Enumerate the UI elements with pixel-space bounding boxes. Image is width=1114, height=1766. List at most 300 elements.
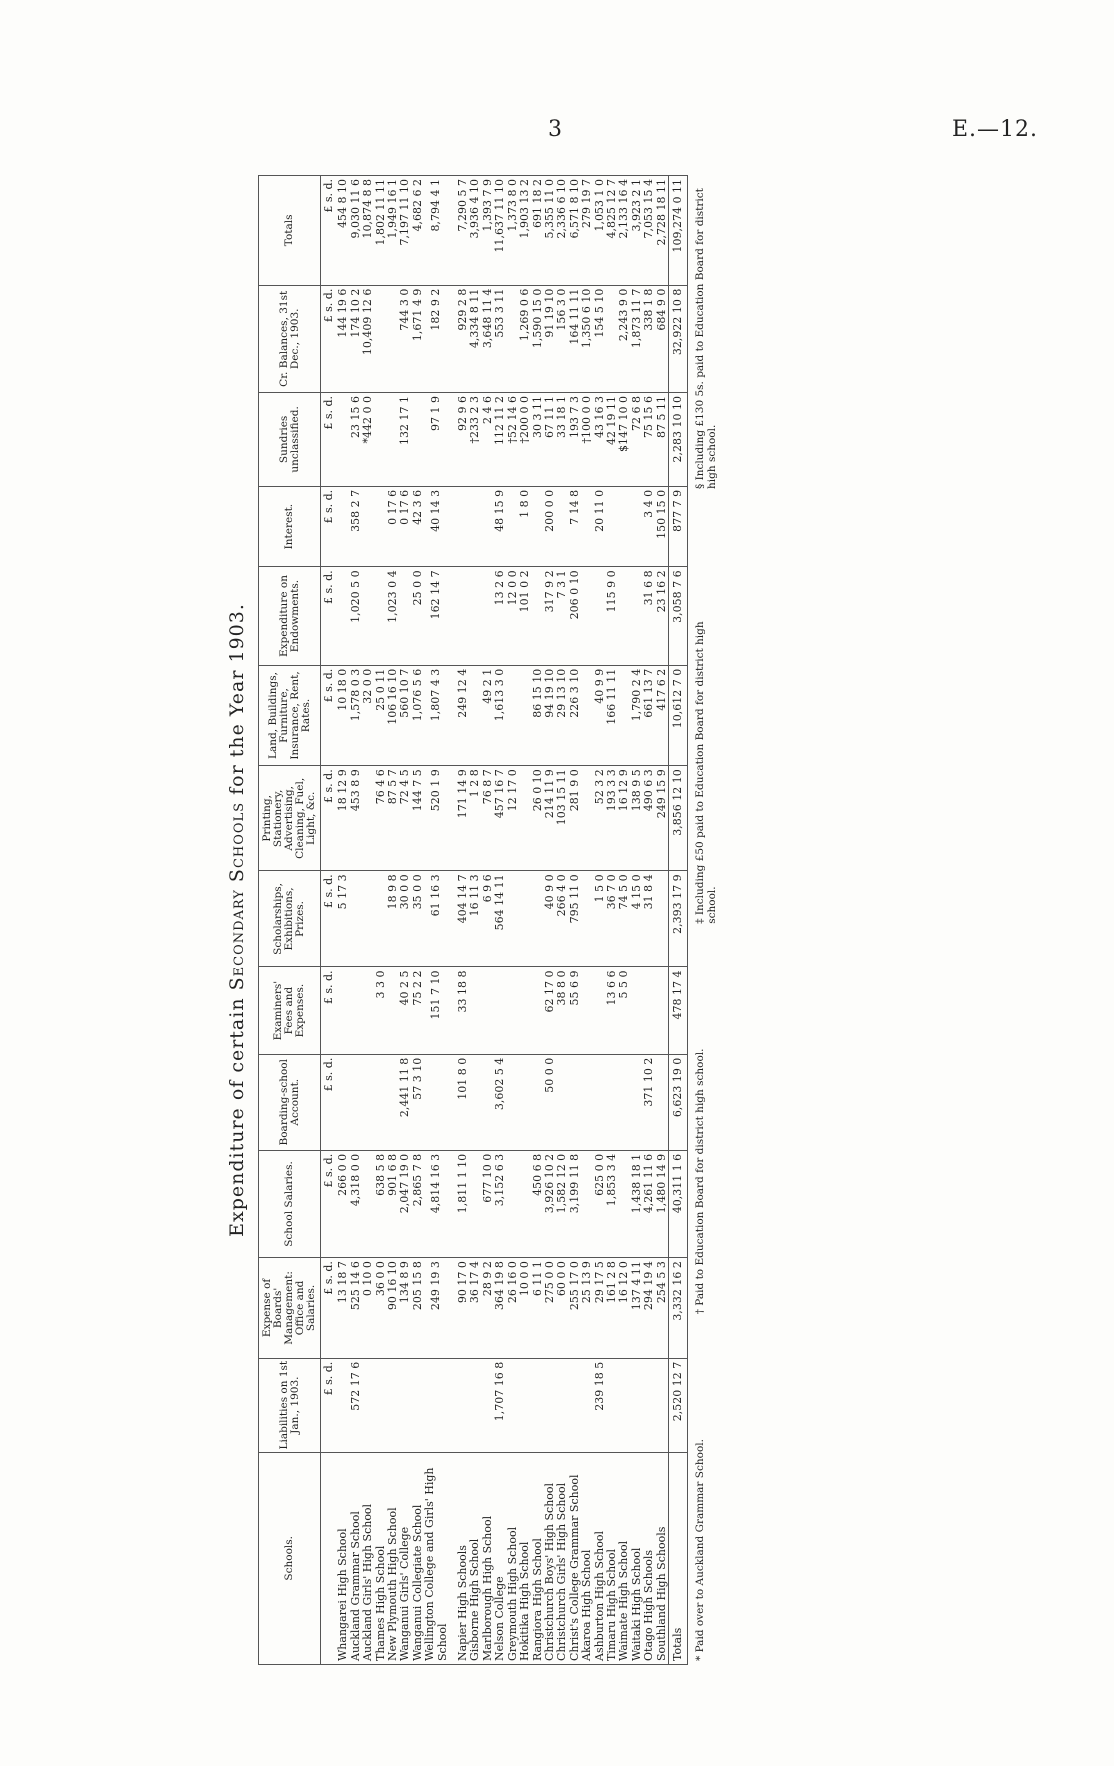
amount-cell: 2,336 6 10	[556, 176, 568, 286]
table-row	[519, 176, 531, 1665]
amount-cell: 101 8 0	[457, 1054, 469, 1150]
amount-cell	[643, 1358, 655, 1452]
amount-cell: 29 17 5	[594, 1258, 606, 1359]
amount-cell	[618, 1358, 630, 1452]
amount-cell: 144 19 6	[337, 285, 349, 392]
column-header: Expenditure on Endowments.	[259, 567, 321, 665]
school-name: Christchurch Girls' High School	[556, 1452, 568, 1664]
spacer-cell	[449, 567, 457, 665]
amount-cell: 40,311 1 6	[668, 1150, 687, 1257]
amount-cell	[482, 967, 494, 1054]
school-name: Otago High Schools	[643, 1452, 655, 1664]
table-row	[556, 176, 568, 1665]
amount-cell: 50 0 0	[544, 1054, 556, 1150]
amount-cell	[507, 1150, 519, 1257]
amount-cell: 52 3 2	[594, 766, 606, 871]
amount-cell: 417 6 2	[656, 665, 669, 766]
amount-cell: 3,856 12 10	[668, 766, 687, 871]
amount-cell: 3,058 7 6	[668, 567, 687, 665]
amount-cell: 31 8 4	[643, 871, 655, 967]
amount-cell: 1,582 12 0	[556, 1150, 568, 1257]
amount-cell: 42 19 11	[606, 392, 618, 486]
school-name: Napier High Schools	[457, 1452, 469, 1664]
amount-cell: 67 11 1	[544, 392, 556, 486]
amount-cell: 275 0 0	[544, 1258, 556, 1359]
amount-cell: 1,590 15 0	[532, 285, 544, 392]
table-title	[222, 175, 252, 1665]
amount-cell	[469, 1358, 481, 1452]
school-name: Christ's College Grammar School	[569, 1452, 581, 1664]
amount-cell: †52 14 6	[507, 392, 519, 486]
school-name: Rangiora High School	[532, 1452, 544, 1664]
amount-cell	[362, 1054, 374, 1150]
amount-cell	[337, 567, 349, 665]
amount-cell: 457 16 7	[494, 766, 506, 871]
amount-cell	[618, 1054, 630, 1150]
unit-label: £ s. d.	[321, 1054, 338, 1150]
amount-cell: 193 7 3	[569, 392, 581, 486]
amount-cell: 1,949 16 1	[387, 176, 399, 286]
amount-cell: 279 19 7	[581, 176, 593, 286]
amount-cell	[618, 1150, 630, 1257]
amount-cell: 638 5 8	[375, 1150, 387, 1257]
amount-cell: 478 17 4	[668, 967, 687, 1054]
amount-cell: 1,350 6 10	[581, 285, 593, 392]
amount-cell: 193 3 3	[606, 766, 618, 871]
amount-cell	[362, 1358, 374, 1452]
amount-cell	[350, 967, 362, 1054]
amount-cell: 94 19 10	[544, 665, 556, 766]
amount-cell	[507, 967, 519, 1054]
amount-cell	[469, 967, 481, 1054]
amount-cell: 3,648 11 4	[482, 285, 494, 392]
amount-cell: 1,480 14 9	[656, 1150, 669, 1257]
totals-label: Totals	[668, 1452, 687, 1664]
amount-cell: 33 18 1	[556, 392, 568, 486]
amount-cell: 450 6 8	[532, 1150, 544, 1257]
amount-cell	[618, 486, 630, 566]
amount-cell: 26 0 10	[532, 766, 544, 871]
amount-cell: 2 4 6	[482, 392, 494, 486]
footnote: † Paid to Education Board for district high school.	[694, 1048, 707, 1315]
amount-cell	[581, 967, 593, 1054]
school-name: Auckland Girls' High School	[362, 1452, 374, 1664]
amount-cell	[412, 392, 424, 486]
amount-cell: 57 3 10	[412, 1054, 424, 1150]
amount-cell	[362, 871, 374, 967]
amount-cell: 92 9 6	[457, 392, 469, 486]
amount-cell	[556, 486, 568, 566]
amount-cell: 454 8 10	[337, 176, 349, 286]
amount-cell	[337, 486, 349, 566]
amount-cell: 1,853 3 4	[606, 1150, 618, 1257]
amount-cell	[581, 1358, 593, 1452]
amount-cell	[375, 285, 387, 392]
amount-cell: 2,283 10 10	[668, 392, 687, 486]
amount-cell: 4,334 8 11	[469, 285, 481, 392]
amount-cell: 6,571 8 10	[569, 176, 581, 286]
amount-cell	[399, 1358, 411, 1452]
amount-cell: 3,332 16 2	[668, 1258, 687, 1359]
amount-cell: 3,602 5 4	[494, 1054, 506, 1150]
amount-cell: 4,814 16 3	[424, 1150, 449, 1257]
amount-cell	[457, 486, 469, 566]
amount-cell: †233 2 3	[469, 392, 481, 486]
amount-cell: 164 11 11	[569, 285, 581, 392]
amount-cell: 32,922 10 8	[668, 285, 687, 392]
amount-cell: 525 14 6	[350, 1258, 362, 1359]
amount-cell	[337, 967, 349, 1054]
title-caps: Secondary Schools	[226, 801, 248, 991]
amount-cell: 20 11 0	[594, 486, 606, 566]
amount-cell	[469, 1054, 481, 1150]
amount-cell: 0 17 6	[387, 486, 399, 566]
amount-cell: 239 18 5	[594, 1358, 606, 1452]
amount-cell: *442 0 0	[362, 392, 374, 486]
amount-cell	[337, 1054, 349, 1150]
amount-cell: 154 5 10	[594, 285, 606, 392]
amount-cell: 901 6 8	[387, 1150, 399, 1257]
column-header: Examiners' Fees and Expenses.	[259, 967, 321, 1054]
amount-cell: 30 0 0	[399, 871, 411, 967]
table-row	[643, 176, 655, 1665]
amount-cell: 10,409 12 6	[362, 285, 374, 392]
amount-cell	[581, 567, 593, 665]
amount-cell: 1,707 16 8	[494, 1358, 506, 1452]
amount-cell: 744 3 0	[399, 285, 411, 392]
amount-cell: 254 5 3	[656, 1258, 669, 1359]
amount-cell: 4,261 11 6	[643, 1150, 655, 1257]
totals-row	[668, 176, 687, 1665]
amount-cell	[362, 766, 374, 871]
amount-cell	[350, 1054, 362, 1150]
amount-cell: 16 12 9	[618, 766, 630, 871]
unit-label: £ s. d.	[321, 176, 338, 286]
amount-cell: 23 16 2	[656, 567, 669, 665]
amount-cell	[594, 1054, 606, 1150]
amount-cell: 266 0 0	[337, 1150, 349, 1257]
amount-cell: 7,290 5 7	[457, 176, 469, 286]
amount-cell: 7 14 8	[569, 486, 581, 566]
school-name: Whangarei High School	[337, 1452, 349, 1664]
amount-cell: 33 18 8	[457, 967, 469, 1054]
amount-cell: 0 10 0	[362, 1258, 374, 1359]
table-row	[375, 176, 387, 1665]
amount-cell: 74 5 0	[618, 871, 630, 967]
table-row	[469, 176, 481, 1665]
amount-cell	[606, 1358, 618, 1452]
amount-cell: 1,053 1 0	[594, 176, 606, 286]
amount-cell: 560 10 7	[399, 665, 411, 766]
amount-cell: 18 12 9	[337, 766, 349, 871]
amount-cell: 1,790 2 4	[631, 665, 643, 766]
amount-cell: 877 7 9	[668, 486, 687, 566]
amount-cell: 182 9 2	[424, 285, 449, 392]
amount-cell: 490 6 3	[643, 766, 655, 871]
amount-cell: 35 0 0	[412, 871, 424, 967]
amount-cell: 25 13 9	[581, 1258, 593, 1359]
table-row	[424, 176, 449, 1665]
school-name: Marlborough High School	[482, 1452, 494, 1664]
amount-cell	[457, 1358, 469, 1452]
spacer-cell	[449, 1358, 457, 1452]
school-name: Nelson College	[494, 1452, 506, 1664]
amount-cell: 5 5 0	[618, 967, 630, 1054]
amount-cell	[362, 1150, 374, 1257]
amount-cell: 43 16 3	[594, 392, 606, 486]
amount-cell	[375, 1054, 387, 1150]
amount-cell: 1 8 0	[519, 486, 531, 566]
amount-cell: 132 17 1	[399, 392, 411, 486]
column-header: Land, Buildings, Furniture, Insurance, Rent, Rates.	[259, 665, 321, 766]
unit-label: £ s. d.	[321, 871, 338, 967]
amount-cell: 661 13 7	[643, 665, 655, 766]
amount-cell	[519, 1358, 531, 1452]
amount-cell: 115 9 0	[606, 567, 618, 665]
amount-cell: 23 15 6	[350, 392, 362, 486]
amount-cell: 200 0 0	[544, 486, 556, 566]
amount-cell: 16 12 0	[618, 1258, 630, 1359]
amount-cell: 338 1 8	[643, 285, 655, 392]
footnote: § Including £130 5s. paid to Education Board for district high school.	[694, 188, 719, 489]
amount-cell: 453 8 9	[350, 766, 362, 871]
school-name: New Plymouth High School	[387, 1452, 399, 1664]
amount-cell: 38 8 0	[556, 967, 568, 1054]
amount-cell	[606, 486, 618, 566]
amount-cell: 42 3 6	[412, 486, 424, 566]
amount-cell: 90 17 0	[457, 1258, 469, 1359]
amount-cell: 55 6 9	[569, 967, 581, 1054]
amount-cell	[581, 766, 593, 871]
amount-cell: 4 15 0	[631, 871, 643, 967]
amount-cell: 112 11 2	[494, 392, 506, 486]
amount-cell	[337, 1358, 349, 1452]
amount-cell: 2,865 7 8	[412, 1150, 424, 1257]
column-header: Cr. Balances, 31st Dec., 1903.	[259, 285, 321, 392]
amount-cell	[581, 486, 593, 566]
column-header: Interest.	[259, 486, 321, 566]
amount-cell	[337, 392, 349, 486]
amount-cell: 90 16 10	[387, 1258, 399, 1359]
footnotes	[694, 175, 718, 1665]
amount-cell: 205 15 8	[412, 1258, 424, 1359]
amount-cell	[581, 871, 593, 967]
amount-cell: 1,873 11 7	[631, 285, 643, 392]
document-reference: E.—12.	[952, 117, 1039, 142]
amount-cell: 929 2 8	[457, 285, 469, 392]
amount-cell: 404 14 7	[457, 871, 469, 967]
school-name: Gisborne High School	[469, 1452, 481, 1664]
amount-cell	[387, 1358, 399, 1452]
amount-cell	[656, 967, 669, 1054]
amount-cell: 72 6 8	[631, 392, 643, 486]
column-header: Expense of Boards' Management: Office and Salaries.	[259, 1258, 321, 1359]
unit-label: £ s. d.	[321, 665, 338, 766]
amount-cell: 62 17 0	[544, 967, 556, 1054]
amount-cell: 214 11 9	[544, 766, 556, 871]
amount-cell: 1,023 0 4	[387, 567, 399, 665]
amount-cell: †100 0 0	[581, 392, 593, 486]
column-header: Totals	[259, 176, 321, 286]
amount-cell: 572 17 6	[350, 1358, 362, 1452]
school-name: Wellington College and Girls' High School	[424, 1452, 449, 1664]
amount-cell	[618, 665, 630, 766]
amount-cell: 371 10 2	[643, 1054, 655, 1150]
amount-cell	[469, 665, 481, 766]
amount-cell	[469, 486, 481, 566]
amount-cell: 87 5 11	[656, 392, 669, 486]
amount-cell: 1,373 8 0	[507, 176, 519, 286]
amount-cell: 3,152 6 3	[494, 1150, 506, 1257]
amount-cell: 28 9 2	[482, 1258, 494, 1359]
amount-cell: 9,030 11 6	[350, 176, 362, 286]
amount-cell: 36 7 0	[606, 871, 618, 967]
amount-cell	[656, 1054, 669, 1150]
amount-cell: 1,671 4 9	[412, 285, 424, 392]
amount-cell: 2,133 16 4	[618, 176, 630, 286]
header-row	[259, 176, 321, 1665]
amount-cell	[532, 1358, 544, 1452]
amount-cell: 10 18 0	[337, 665, 349, 766]
amount-cell: 795 11 0	[569, 871, 581, 967]
amount-cell: 16 11 3	[469, 871, 481, 967]
amount-cell: 48 15 9	[494, 486, 506, 566]
amount-cell: 87 5 7	[387, 766, 399, 871]
amount-cell: 162 14 7	[424, 567, 449, 665]
amount-cell	[519, 665, 531, 766]
amount-cell	[581, 665, 593, 766]
column-header: Printing, Stationery, Advertising, Cleaning, Fuel, Light, &c.	[259, 766, 321, 871]
amount-cell	[569, 1054, 581, 1150]
amount-cell	[362, 567, 374, 665]
school-name: Southland High Schools	[656, 1452, 669, 1664]
amount-cell: 103 15 11	[556, 766, 568, 871]
amount-cell: 2,393 17 9	[668, 871, 687, 967]
amount-cell: 97 1 9	[424, 392, 449, 486]
amount-cell	[469, 1150, 481, 1257]
unit-label: £ s. d.	[321, 1358, 338, 1452]
amount-cell	[656, 871, 669, 967]
amount-cell	[375, 1358, 387, 1452]
amount-cell: 76 8 7	[482, 766, 494, 871]
column-header: Sundries unclassified.	[259, 392, 321, 486]
amount-cell	[544, 1358, 556, 1452]
amount-cell: 13 6 6	[606, 967, 618, 1054]
amount-cell: 26 16 0	[507, 1258, 519, 1359]
amount-cell: 317 9 2	[544, 567, 556, 665]
amount-cell: 36 0 0	[375, 1258, 387, 1359]
school-name: Timaru High School	[606, 1452, 618, 1664]
amount-cell: 1,802 11 11	[375, 176, 387, 286]
units-blank	[321, 1452, 338, 1664]
amount-cell	[362, 967, 374, 1054]
amount-cell	[581, 1054, 593, 1150]
amount-cell: 25 0 11	[375, 665, 387, 766]
amount-cell: 684 9 0	[656, 285, 669, 392]
amount-cell: 249 12 4	[457, 665, 469, 766]
amount-cell: 12 0 0	[507, 567, 519, 665]
amount-cell: 76 4 6	[375, 766, 387, 871]
amount-cell: 10,612 7 0	[668, 665, 687, 766]
unit-label: £ s. d.	[321, 392, 338, 486]
amount-cell: 1,438 18 1	[631, 1150, 643, 1257]
amount-cell: 1,269 0 6	[519, 285, 531, 392]
amount-cell: 29 13 10	[556, 665, 568, 766]
amount-cell: 677 10 0	[482, 1150, 494, 1257]
amount-cell: 31 6 8	[643, 567, 655, 665]
amount-cell: 101 0 2	[519, 567, 531, 665]
unit-label: £ s. d.	[321, 967, 338, 1054]
amount-cell: 6 9 6	[482, 871, 494, 967]
amount-cell	[569, 1358, 581, 1452]
amount-cell	[507, 665, 519, 766]
amount-cell: 3,923 2 1	[631, 176, 643, 286]
amount-cell: 1,903 13 2	[519, 176, 531, 286]
school-name: Waitaki High School	[631, 1452, 643, 1664]
amount-cell: 11,637 11 10	[494, 176, 506, 286]
amount-cell: 3,199 11 8	[569, 1150, 581, 1257]
amount-cell: 32 0 0	[362, 665, 374, 766]
column-header: Liabilities on 1st Jan., 1903.	[259, 1358, 321, 1452]
amount-cell	[631, 1358, 643, 1452]
amount-cell: 61 16 3	[424, 871, 449, 967]
amount-cell: 49 2 1	[482, 665, 494, 766]
school-name: Thames High School	[375, 1452, 387, 1664]
amount-cell: 1,020 5 0	[350, 567, 362, 665]
unit-label: £ s. d.	[321, 1150, 338, 1257]
amount-cell: 86 15 10	[532, 665, 544, 766]
column-header: School Salaries.	[259, 1150, 321, 1257]
spacer-cell	[449, 486, 457, 566]
table-row	[337, 176, 349, 1665]
amount-cell: 2,243 9 0	[618, 285, 630, 392]
amount-cell: 7,197 11 10	[399, 176, 411, 286]
amount-cell: 40 2 5	[399, 967, 411, 1054]
table-row	[412, 176, 424, 1665]
amount-cell: 166 11 11	[606, 665, 618, 766]
unit-label: £ s. d.	[321, 567, 338, 665]
amount-cell: $147 10 0	[618, 392, 630, 486]
amount-cell: 255 17 0	[569, 1258, 581, 1359]
amount-cell	[556, 1054, 568, 1150]
amount-cell: 7 3 1	[556, 567, 568, 665]
column-header: Scholarships, Exhibitions, Prizes.	[259, 871, 321, 967]
amount-cell: 691 18 2	[532, 176, 544, 286]
amount-cell	[606, 1054, 618, 1150]
amount-cell: 30 3 11	[532, 392, 544, 486]
amount-cell: 358 2 7	[350, 486, 362, 566]
rotated-table-block	[222, 175, 882, 1665]
amount-cell: 520 1 9	[424, 766, 449, 871]
amount-cell: 553 3 11	[494, 285, 506, 392]
amount-cell: 40 9 9	[594, 665, 606, 766]
amount-cell: 1,613 3 0	[494, 665, 506, 766]
amount-cell: 6,623 19 0	[668, 1054, 687, 1150]
amount-cell: 75 2 2	[412, 967, 424, 1054]
amount-cell: 7,053 15 4	[643, 176, 655, 286]
school-name: Christchurch Boys' High School	[544, 1452, 556, 1664]
amount-cell	[350, 871, 362, 967]
amount-cell: 25 0 0	[412, 567, 424, 665]
amount-cell	[362, 486, 374, 566]
amount-cell: 2,047 19 0	[399, 1150, 411, 1257]
amount-cell: 3,926 10 2	[544, 1150, 556, 1257]
amount-cell	[507, 1358, 519, 1452]
amount-cell: 91 19 10	[544, 285, 556, 392]
school-name: Waimate High School	[618, 1452, 630, 1664]
amount-cell: 72 4 5	[399, 766, 411, 871]
amount-cell	[424, 1358, 449, 1452]
